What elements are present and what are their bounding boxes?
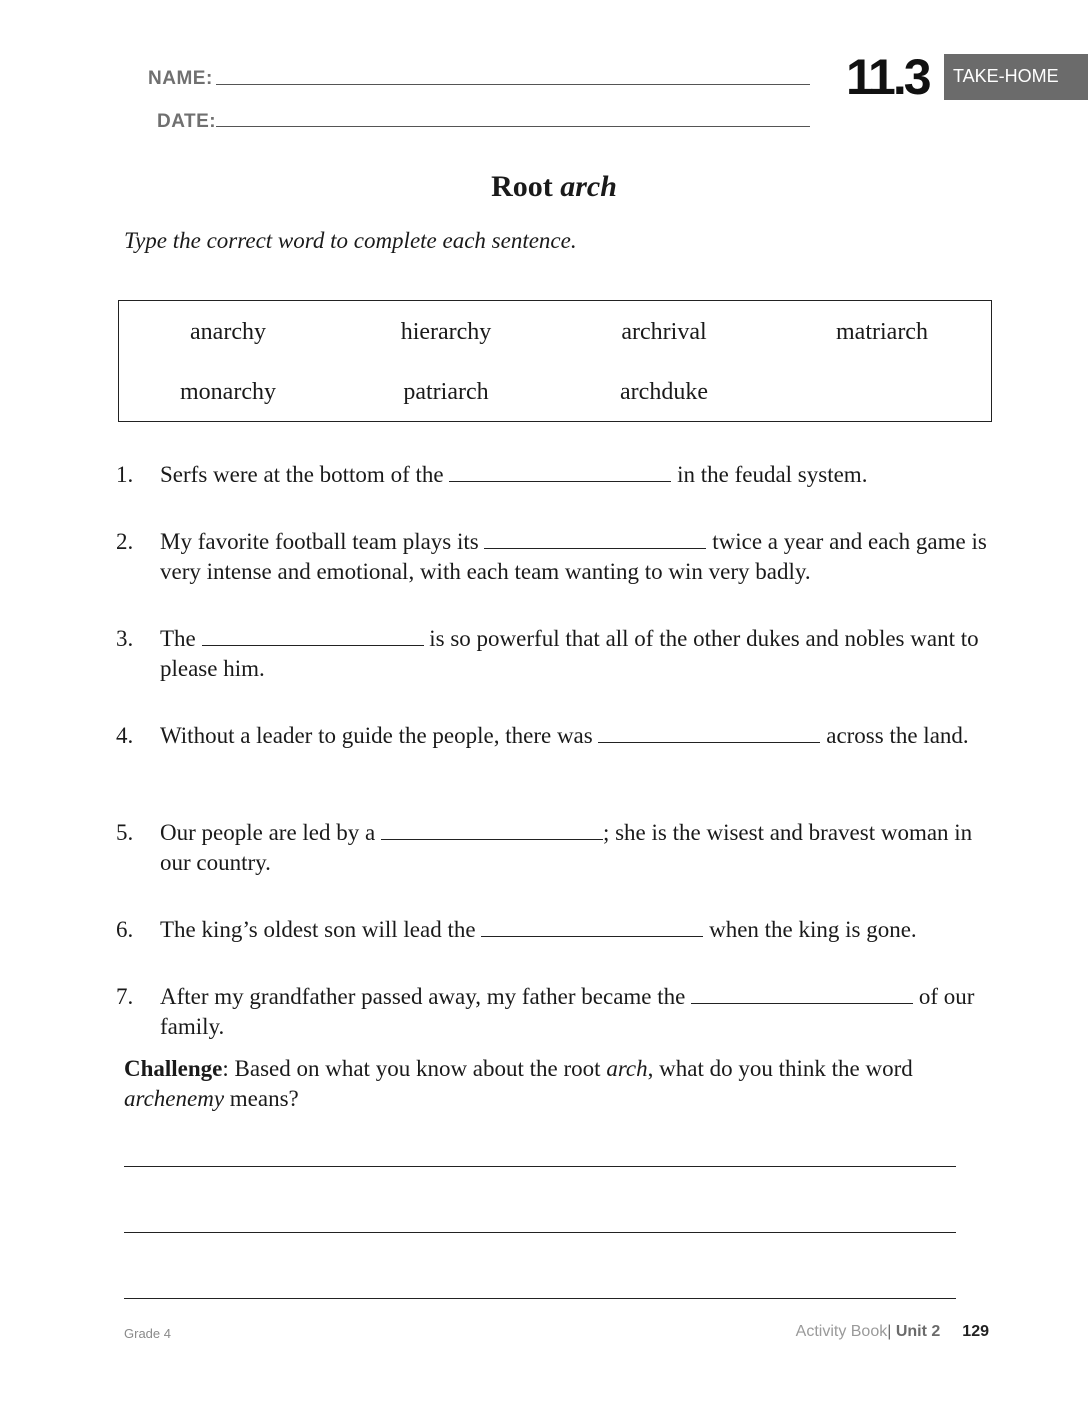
- question-text: Our people are led by a: [160, 820, 376, 845]
- challenge-text: , what do you think the word: [647, 1056, 913, 1081]
- question-7: [160, 982, 1000, 1042]
- question-number: 4.: [116, 723, 134, 748]
- question-number: 3.: [116, 626, 134, 651]
- footer-separator: |: [887, 1323, 892, 1340]
- word-bank-item: archduke: [620, 379, 708, 405]
- challenge-label: Challenge: [124, 1056, 223, 1081]
- answer-blank[interactable]: [381, 819, 603, 840]
- question-text: is so powerful that all of the other dukes and nobles want to please him.: [160, 626, 979, 681]
- word-bank-item: monarchy: [180, 379, 276, 405]
- question-number: 7.: [116, 984, 134, 1009]
- answer-blank[interactable]: [691, 983, 913, 1004]
- challenge-answer-line[interactable]: [124, 1232, 956, 1233]
- question-text: Serfs were at the bottom of the: [160, 462, 444, 487]
- question-number: 2.: [116, 529, 134, 554]
- word-bank-item: patriarch: [403, 379, 489, 405]
- question-number: 5.: [116, 820, 134, 845]
- footer-book: Activity Book: [795, 1323, 888, 1340]
- word-bank-item: hierarchy: [400, 319, 492, 345]
- word-bank-item: anarchy: [190, 319, 266, 345]
- question-text: of our family.: [160, 984, 975, 1039]
- question-4: [160, 721, 1000, 751]
- answer-blank[interactable]: [598, 722, 820, 743]
- page-number: 129: [962, 1323, 989, 1340]
- question-6: [160, 915, 1000, 945]
- question-5: [160, 818, 1000, 878]
- title-root: arch: [560, 170, 617, 203]
- page-title: [0, 170, 1088, 204]
- lesson-number: 11.3: [846, 49, 929, 105]
- question-1: [160, 460, 1000, 490]
- challenge-text: : Based on what you know about the root: [222, 1056, 607, 1081]
- question-text: when the king is gone.: [709, 917, 917, 942]
- footer-book-info: [796, 1323, 989, 1341]
- title-prefix: Root: [491, 170, 561, 203]
- question-3: [160, 624, 1000, 684]
- challenge-word: archenemy: [124, 1086, 225, 1111]
- question-text: The king’s oldest son will lead the: [160, 917, 476, 942]
- challenge-root: arch: [606, 1056, 648, 1081]
- name-line: [216, 84, 810, 85]
- challenge-text: means?: [224, 1086, 299, 1111]
- challenge-answer-line[interactable]: [124, 1298, 956, 1299]
- question-text: ; she is the wisest and bravest woman in our country.: [160, 820, 973, 875]
- question-text: twice a year and each game is very intense and emotional, with each team wanting to win very badly.: [160, 529, 987, 584]
- question-text: After my grandfather passed away, my father became the: [160, 984, 686, 1009]
- question-text: The: [160, 626, 196, 651]
- challenge-prompt: [124, 1054, 984, 1114]
- date-label: DATE:: [157, 111, 217, 132]
- question-text: My favorite football team plays its: [160, 529, 479, 554]
- answer-blank[interactable]: [484, 528, 706, 549]
- question-number: 1.: [116, 462, 134, 487]
- footer-unit: Unit 2: [895, 1323, 941, 1340]
- date-line: [216, 126, 810, 127]
- question-text: in the feudal system.: [677, 462, 868, 487]
- take-home-label: TAKE-HOME: [953, 66, 1059, 86]
- question-text: Without a leader to guide the people, there was: [160, 723, 593, 748]
- question-2: [160, 527, 1000, 587]
- instructions: Type the correct word to complete each sentence.: [124, 228, 577, 253]
- word-bank: [118, 300, 992, 422]
- word-bank-item: matriarch: [836, 319, 928, 345]
- challenge-answer-line[interactable]: [124, 1166, 956, 1167]
- question-text: across the land.: [826, 723, 969, 748]
- word-bank-item: archrival: [621, 319, 707, 345]
- footer-grade: Grade 4: [124, 1326, 171, 1341]
- answer-blank[interactable]: [202, 625, 424, 646]
- question-number: 6.: [116, 917, 134, 942]
- name-label: NAME:: [148, 68, 213, 89]
- answer-blank[interactable]: [481, 916, 703, 937]
- answer-blank[interactable]: [449, 461, 671, 482]
- take-home-tag: [944, 54, 1088, 100]
